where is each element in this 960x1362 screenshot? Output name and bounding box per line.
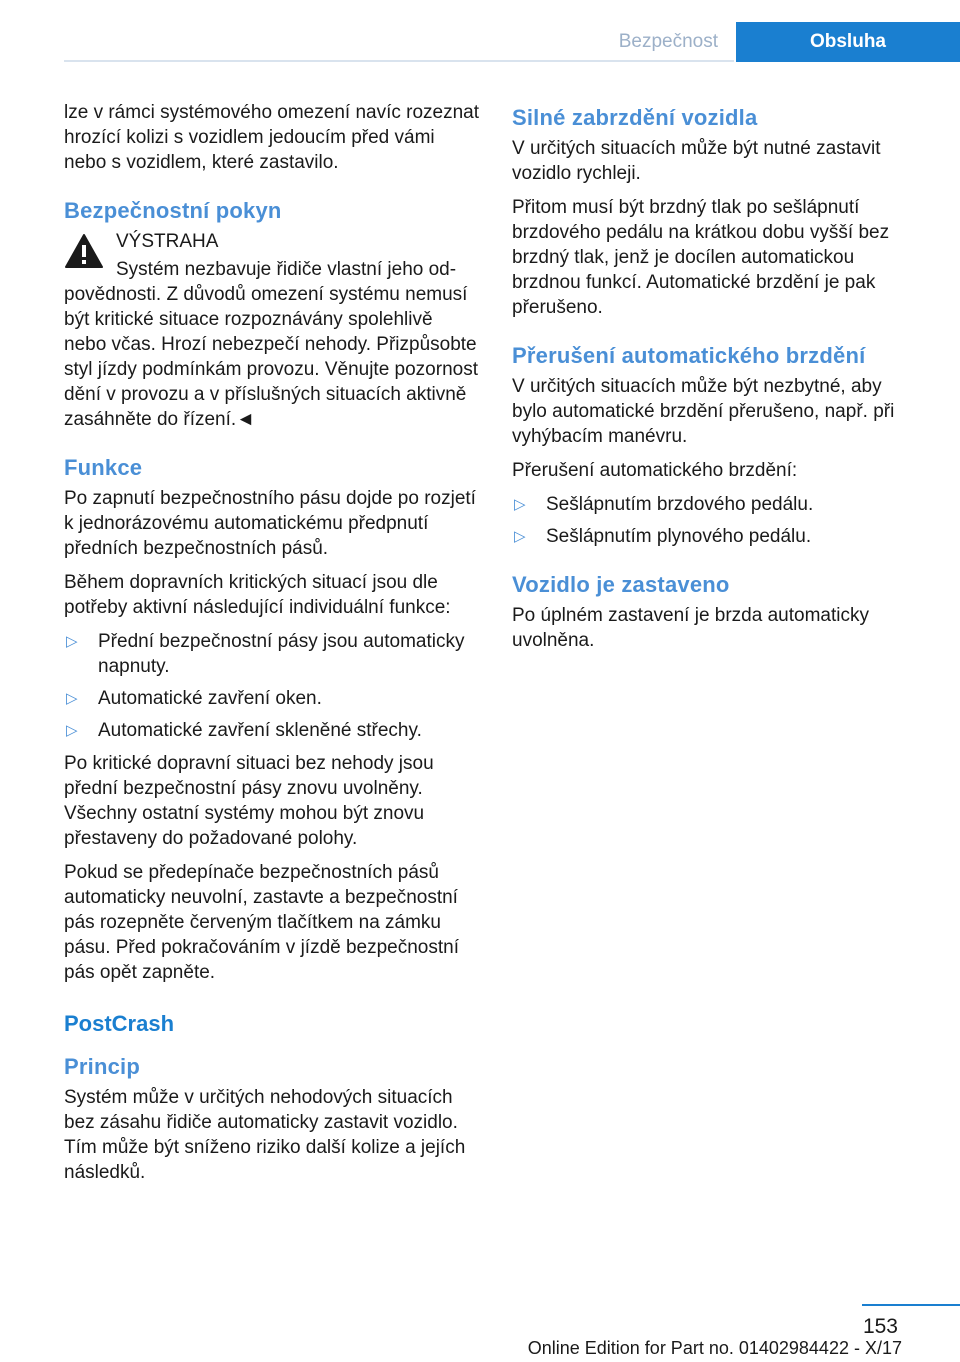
edition-footer: Online Edition for Part no. 01402984422 - X/17 xyxy=(527,1338,902,1358)
warning-label: VÝSTRAHA xyxy=(116,231,219,252)
right-column xyxy=(512,100,920,662)
list-item: ▷ Přední bezpečnostní pásy jsou automaticky napnuty. xyxy=(66,631,465,677)
preruseni-bullet-list xyxy=(512,492,920,549)
list-item: ▷ Automatické zavření skleněné střechy. xyxy=(66,720,422,741)
bullet-triangle-icon: ▷ xyxy=(66,690,78,707)
postcrash-heading: PostCrash xyxy=(64,1011,175,1036)
funkce-bullet-list xyxy=(64,629,480,743)
page-number: 153 xyxy=(862,1315,898,1338)
page-header xyxy=(64,22,960,62)
zastaveno-heading: Vozidlo je zastaveno xyxy=(512,572,730,597)
silne-heading: Silné zabrzdění vozidla xyxy=(512,105,758,130)
list-item: ▷ Sešlápnutím brzdového pedálu. xyxy=(514,494,814,515)
intro-paragraph: lze v rámci systémového omezení navíc rozeznat hrozící kolizi s vozidlem jedoucím před vámi nebo s vozidlem, které zastavilo. xyxy=(64,102,480,173)
silne-paragraph-1: V určitých situacích může být nutné zastavit vozidlo rychleji. xyxy=(512,138,881,184)
warning-block xyxy=(64,229,480,432)
list-item: ▷ Automatické zavření oken. xyxy=(66,688,322,709)
active-chapter-tab[interactable]: Obsluha xyxy=(736,22,960,62)
funkce-paragraph-4: Pokud se předepínače bezpečnostních pásů automaticky neuvolní, zastavte a bezpečnostní pás rozepněte červeným tlačítkem na zámku pásu. Před pokračováním v jízdě bezpečnostní pás opět zapněte. xyxy=(64,862,460,983)
list-item: ▷ Sešlápnutím plynového pedálu. xyxy=(514,526,812,547)
princip-heading: Princip xyxy=(64,1054,140,1079)
funkce-paragraph-3: Po kritické dopravní situaci bez nehody jsou přední bezpečnostní pásy znovu uvolněny. Všechny ostatní systémy mohou být znovu přestaveny do požadované polohy. xyxy=(64,753,434,849)
bullet-triangle-icon: ▷ xyxy=(514,496,526,513)
funkce-paragraph-1: Po zapnutí bezpečnostního pásu dojde po rozjetí k jednorázovému automatickému předpnutí předních bezpečnostních pásů. xyxy=(64,488,476,559)
bullet-triangle-icon: ▷ xyxy=(66,633,78,650)
preruseni-paragraph-1: V určitých situacích může být nezbytné, aby bylo automatické brzdění přerušeno, např. při vyhýbacím manévru. xyxy=(512,376,895,447)
funkce-heading: Funkce xyxy=(64,455,143,480)
silne-paragraph-2: Přitom musí být brzdný tlak po sešlápnutí brzdového pedálu na krátkou dobu vyšší bez brzdný tlak, jenž je docílen automatickou brzdnou funkcí. Automatické brzdění je pak přerušeno. xyxy=(512,197,890,318)
warning-triangle-icon xyxy=(64,233,104,269)
bullet-triangle-icon: ▷ xyxy=(66,722,78,739)
header-rule xyxy=(64,60,734,62)
bullet-triangle-icon: ▷ xyxy=(514,528,526,545)
safety-heading: Bezpečnostní pokyn xyxy=(64,198,282,223)
preruseni-heading: Přerušení automatického brzdění xyxy=(512,343,866,368)
section-tab[interactable]: Bezpečnost xyxy=(618,31,718,52)
footer-rule xyxy=(862,1304,960,1306)
left-column xyxy=(64,100,480,1194)
preruseni-paragraph-2: Přerušení automatického brzdění: xyxy=(512,460,798,481)
warning-text: Systém nezbavuje řidiče vlastní jeho odpovědnosti. Z důvodů omezení systému nemusí být kritické situace rozpoznávány spolehlivě nebo včas. Hrozí nebezpečí nehody. Přizpůsobte styl jízdy podmínkám provozu. Věnujte pozornost dění v provozu a v příslušných situacích aktivně zasáhněte do řízení.◄ xyxy=(64,259,478,430)
zastaveno-paragraph: Po úplném zastavení je brzda automaticky uvolněna. xyxy=(512,605,869,651)
princip-paragraph: Systém může v určitých nehodových situacích bez zásahu řidiče automaticky zastavit vozidlo. Tím může být sníženo riziko další kolize a jejích následků. xyxy=(64,1087,466,1183)
funkce-paragraph-2: Během dopravních kritických situací jsou dle potřeby aktivní následující individuální funkce: xyxy=(64,572,451,618)
